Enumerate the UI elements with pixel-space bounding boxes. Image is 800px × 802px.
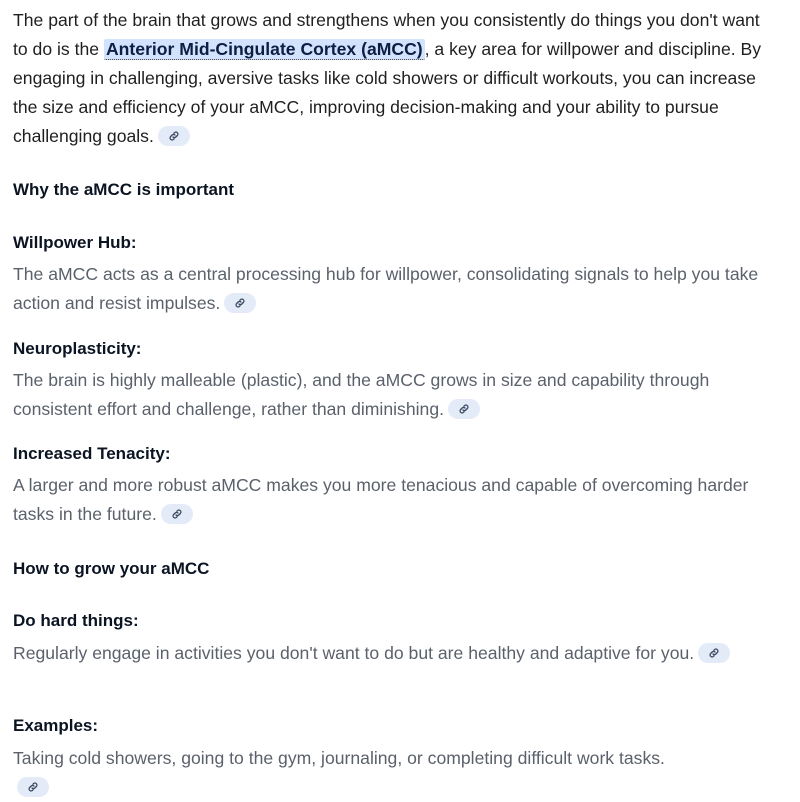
link-icon	[27, 781, 39, 793]
intro-paragraph	[13, 6, 773, 151]
item-text-content: The brain is highly malleable (plastic), and the aMCC grows in size and capability through consistent effort and challenge, rather than diminishing.	[13, 370, 710, 419]
item-neuroplasticity	[13, 339, 773, 359]
source-link-chip[interactable]	[161, 504, 193, 524]
source-link-chip[interactable]	[448, 399, 480, 419]
intro-text-before: The part of the brain that grows and strengthens when you consistently do things you don't want to do is the	[13, 10, 760, 59]
section-title: How to grow your aMCC	[13, 559, 210, 578]
item-text-content: A larger and more robust aMCC makes you more tenacious and capable of overcoming harder tasks in the future.	[13, 475, 749, 524]
source-link-chip[interactable]	[158, 126, 190, 146]
item-text	[13, 471, 773, 529]
item-title: Neuroplasticity:	[13, 339, 142, 358]
item-examples-text	[13, 744, 773, 802]
link-icon	[458, 403, 470, 415]
item-willpower-hub	[13, 233, 773, 253]
item-neuroplasticity-text	[13, 366, 773, 424]
source-link-chip[interactable]	[698, 643, 730, 663]
section-why-heading	[13, 180, 773, 200]
item-do-hard-things-text	[13, 639, 773, 668]
source-link-chip[interactable]	[224, 293, 256, 313]
intro-text-after: , a key area for willpower and discipline. By engaging in challenging, aversive tasks like cold showers or difficult workouts, you can increase the size and efficiency of your aMCC, improving decision-making and your ability to pursue challenging goals.	[13, 39, 762, 146]
item-willpower-hub-text	[13, 260, 773, 318]
item-title: Willpower Hub:	[13, 233, 137, 252]
section-how-heading	[13, 559, 773, 579]
item-text-content: Taking cold showers, going to the gym, journaling, or completing difficult work tasks.	[13, 748, 665, 768]
source-link-chip[interactable]	[17, 777, 49, 797]
item-text	[13, 260, 773, 318]
amcc-highlight-link[interactable]: Anterior Mid-Cingulate Cortex (aMCC)	[105, 39, 423, 59]
item-increased-tenacity	[13, 444, 773, 464]
item-title: Increased Tenacity:	[13, 444, 171, 463]
link-icon	[708, 647, 720, 659]
item-title: Do hard things:	[13, 611, 139, 630]
link-icon	[168, 130, 180, 142]
section-title: Why the aMCC is important	[13, 180, 235, 199]
intro-block	[13, 6, 773, 151]
item-text	[13, 744, 693, 802]
link-icon	[234, 297, 246, 309]
item-text-content: Regularly engage in activities you don't want to do but are healthy and adaptive for you.	[13, 643, 695, 663]
item-title: Examples:	[13, 716, 99, 735]
item-increased-tenacity-text	[13, 471, 773, 529]
item-text-content: The aMCC acts as a central processing hub for willpower, consolidating signals to help you take action and resist impulses.	[13, 264, 759, 313]
item-do-hard-things	[13, 611, 773, 631]
item-text	[13, 639, 773, 668]
item-examples	[13, 716, 773, 736]
link-icon	[171, 508, 183, 520]
item-text	[13, 366, 773, 424]
